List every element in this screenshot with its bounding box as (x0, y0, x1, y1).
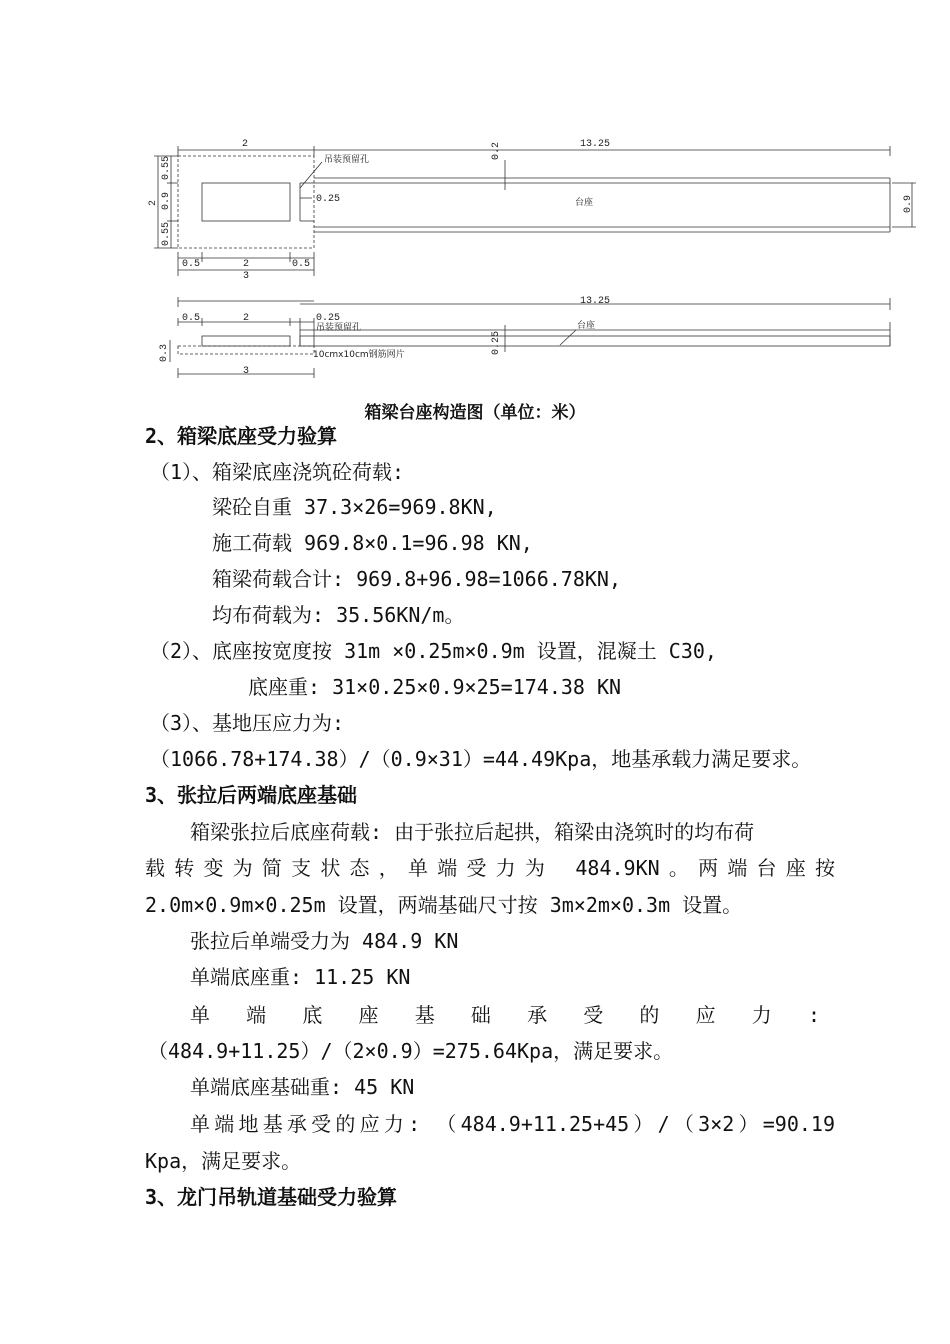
side-end-block (202, 336, 290, 346)
construction-load: 施工荷载 969.8×0.1=96.98 KN, (212, 531, 533, 555)
total-load: 箱梁荷载合计: 969.8+96.98=1066.78KN, (212, 567, 621, 591)
distributed-load: 均布荷载为: 35.56KN/m。 (212, 603, 465, 627)
paragraph-3-line-1: 单端地基承受的应力: （484.9+11.25+45）/（3×2）=90.19 (190, 1112, 835, 1136)
single-end-force: 张拉后单端受力为 484.9 KN (190, 929, 459, 953)
section-heading-4: 3、龙门吊轨道基础受力验算 (145, 1185, 398, 1209)
foundation-stress-result: （1066.78+174.38）/（0.9×31）=44.49Kpa，地基承载力满足要求。 (150, 747, 812, 771)
side-pedestal (300, 336, 890, 346)
top-label-base: 台座 (575, 198, 594, 208)
top-dim-2-left: 2 (148, 199, 159, 206)
side-label-base: 台座 (577, 321, 596, 331)
top-dim-0-2: 0.2 (491, 141, 502, 160)
top-dim-0-9-right: 0.9 (903, 194, 914, 213)
top-label-hole: 吊装预留孔 (324, 155, 370, 165)
section-heading-3: 3、张拉后两端底座基础 (145, 783, 358, 807)
top-dim-13-25: 13.25 (580, 139, 611, 150)
top-dim-0-25: 0.25 (316, 194, 341, 205)
paragraph-3-line-2: Kpa，满足要求。 (145, 1149, 302, 1173)
side-dim-3: 3 (243, 366, 250, 377)
paragraph-1-line-3: 2.0m×0.9m×0.25m 设置，两端基础尺寸按 3m×2m×0.3m 设置。 (145, 893, 743, 917)
top-hole-rect (202, 183, 290, 221)
subsection-3: （3）、基地压应力为: (150, 711, 345, 735)
top-dim-0-5-b: 0.5 (292, 259, 311, 270)
side-dim-0-5: 0.5 (182, 313, 201, 324)
drawing-caption: 箱梁台座构造图（单位：米） (364, 403, 586, 423)
subsection-1: （1）、箱梁底座浇筑砼荷载: (150, 460, 405, 484)
side-dim-0-25: 0.25 (316, 313, 341, 324)
base-weight: 底座重: 31×0.25×0.9×25=174.38 KN (248, 675, 622, 699)
single-end-foundation-weight: 单端底座基础重: 45 KN (190, 1075, 415, 1099)
side-label-hole: 吊装预留孔 (316, 323, 362, 333)
top-dim-0-55-b: 0.55 (161, 221, 172, 246)
side-foundation (178, 346, 314, 354)
single-end-base-weight: 单端底座重: 11.25 KN (190, 965, 411, 989)
side-dim-2: 2 (243, 313, 250, 324)
concrete-self-weight: 梁砼自重 37.3×26=969.8KN, (212, 495, 497, 519)
section-heading-2: 2、箱梁底座受力验算 (145, 424, 338, 448)
side-dim-13-25: 13.25 (580, 296, 611, 307)
top-dim-0-9-left: 0.9 (161, 191, 172, 210)
top-dim-0-5-a: 0.5 (182, 259, 201, 270)
top-dim-2-bottom: 2 (243, 259, 250, 270)
paragraph-1-line-2: 载转变为简支状态，单端受力为 484.9KN。两端台座按 (145, 856, 835, 880)
subsection-2: （2）、底座按宽度按 31m ×0.25m×0.9m 设置，混凝土 C30, (150, 639, 717, 663)
top-dim-3: 3 (243, 271, 250, 282)
side-dim-0-3: 0.3 (159, 343, 170, 362)
paragraph-1-line-1: 箱梁张拉后底座荷载: 由于张拉后起拱，箱梁由浇筑时的均布荷 (190, 820, 755, 844)
side-label-mesh: 10cmx10cm钢筋网片 (313, 350, 405, 360)
top-dim-0-55-a: 0.55 (161, 155, 172, 180)
box-girder-pedestal-drawing (0, 0, 950, 390)
top-dim-2: 2 (242, 139, 249, 150)
paragraph-2-line-1: 单端底座基础承受的应力: (190, 1003, 820, 1027)
side-dim-0-25-v: 0.25 (491, 330, 502, 355)
paragraph-2-line-2: （484.9+11.25）/（2×0.9）=275.64Kpa，满足要求。 (148, 1039, 674, 1063)
top-end-base-outline (178, 156, 314, 248)
